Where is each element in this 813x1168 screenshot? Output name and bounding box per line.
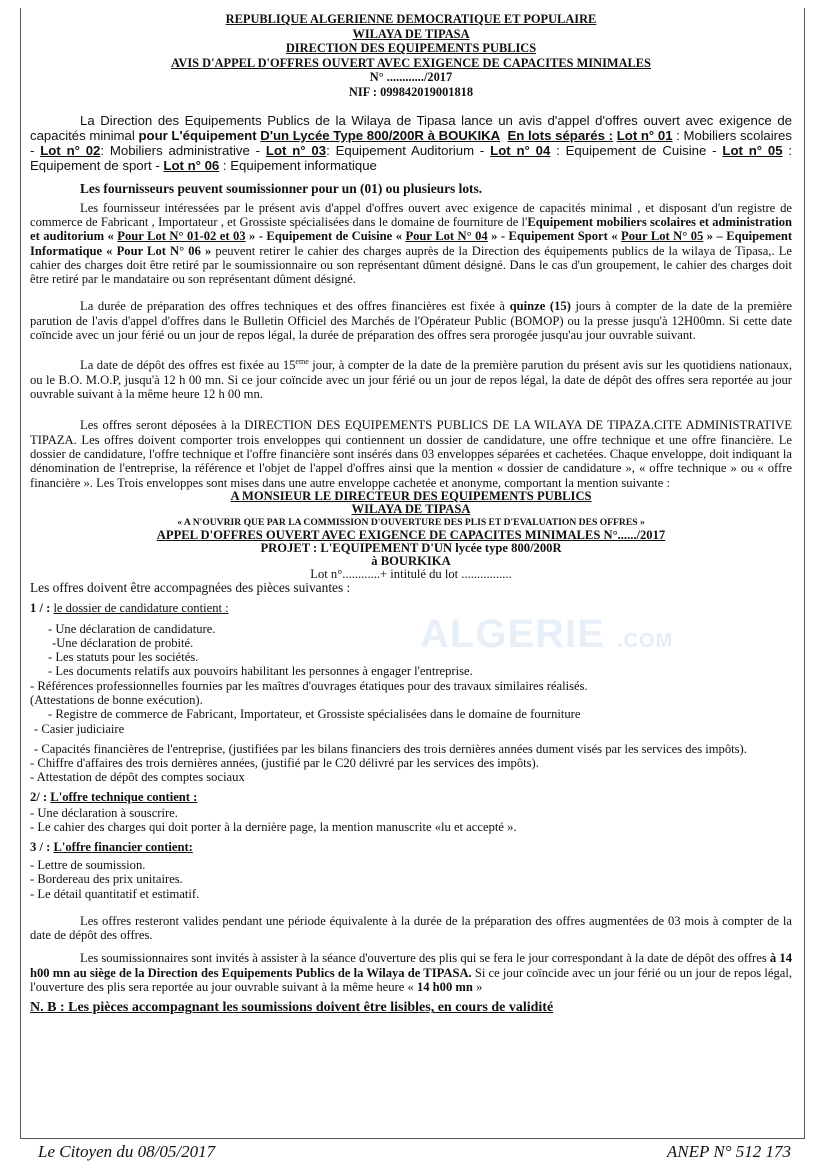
para1-e: Pour Lot N° 04: [405, 229, 488, 244]
para3-sup: eme: [295, 357, 309, 367]
header-notice-title: AVIS D'APPEL D'OFFRES OUVERT AVEC EXIGENCE DE CAPACITES MINIMALES: [171, 55, 651, 70]
paragraph-validite: Les offres resteront valides pendant une période équivalente à la durée de la préparation des offres augmentées de 03 mois à compter de la date de dépôt des offres.: [30, 913, 792, 943]
list-item: - Bordereau des prix unitaires.: [30, 872, 183, 887]
para3-b: jour, à compter de la date de la première parution du présent avis sur les quotidiens nationaux, ou le B.O. M.O.P, jusqu'à 12 h 00 mn. Si ce jour coïncide avec un jour férié ou un jour de repos légal, la date de dépôt des offres sera reportée au jour ouvrable suivant à la même heure 12 h 00 mn.: [30, 358, 793, 402]
watermark-logo: ALGERIE .COM: [420, 612, 674, 656]
paragraph-fournisseurs: [30, 201, 792, 287]
intro-paragraph: [30, 113, 792, 174]
header-direction: DIRECTION DES EQUIPEMENTS PUBLICS: [285, 41, 537, 56]
sec1-number: 1 / :: [30, 601, 54, 616]
para6-e: »: [472, 980, 483, 995]
list-item: - Chiffre d'affaires des trois dernières années, (justifié par le C20 délivré par les services des impôts).: [30, 756, 539, 771]
list-item: - Les statuts pour les sociétés.: [48, 650, 199, 665]
lot1-text: : Mobiliers scolaires -: [30, 127, 792, 158]
lot3-label: Lot n° 03: [265, 142, 327, 158]
lot1-label: Lot n° 01: [616, 127, 673, 143]
list-item: -Une déclaration de probité.: [52, 635, 194, 650]
para2-a: La durée de préparation des offres techniques et des offres financières est fixée à: [80, 299, 510, 314]
intro-text: La Direction des Equipements Publics de la Wilaya de Tipasa lance un avis d'appel d'offres ouvert avec exigence de capacités minimal: [30, 112, 792, 143]
para1-a: Les fournisseur intéressées par le présent avis d'appel d'offres ouvert avec exigence de capacités minimal , et disposant d'un registre de commerce de Fabricant , Importateur , et Grossiste spécialisées dans le domaine de fourniture de l': [30, 200, 792, 229]
address-line-6: à BOURKIKA: [371, 553, 451, 568]
list-item: - Une déclaration de candidature.: [48, 621, 216, 636]
para6-d: 14 h00 mn: [416, 980, 473, 995]
lot4-text: : Equipement de Cuisine -: [550, 142, 723, 158]
list-item: - Casier judiciaire: [34, 721, 125, 736]
sec1-list: [30, 622, 792, 785]
para1-g: Pour Lot N° 05: [621, 229, 704, 244]
para1-b: Equipement mobiliers scolaires et administration et auditorium «: [30, 214, 793, 244]
lots-label: En lots séparés :: [507, 127, 614, 143]
address-line-7: Lot n°............+ intitulé du lot ................: [310, 566, 512, 581]
sec2-title: L'offre technique contient :: [50, 789, 198, 804]
para2-b: quinze (15): [509, 299, 571, 314]
paragraph-duree-preparation: [30, 299, 792, 342]
list-item: - Le détail quantitatif et estimatif.: [30, 886, 200, 901]
footer-newspaper-date: Le Citoyen du 08/05/2017: [38, 1142, 216, 1161]
para1-h: » – Equipement Informatique « Pour Lot N° 06 »: [30, 229, 793, 258]
section-offre-financiere: [30, 840, 792, 854]
tender-notice: [30, 12, 792, 1016]
list-item: (Attestations de bonne exécution).: [30, 692, 203, 707]
para1-c: Pour Lot N° 01-02 et 03: [117, 229, 246, 244]
intro-pour: pour L'équipement: [138, 127, 261, 143]
para1-d: » - Equipement de Cuisine «: [245, 229, 406, 244]
pieces-intro: Les offres doivent être accompagnées des pièces suivantes :: [30, 579, 351, 595]
address-line-1: A MONSIEUR LE DIRECTEUR DES EQUIPEMENTS PUBLICS: [230, 488, 592, 503]
lot2-label: Lot n° 02: [40, 142, 101, 158]
list-item: - Le cahier des charges qui doit porter à la dernière page, la mention manuscrite «lu et accepté ».: [30, 820, 517, 835]
list-item: - Références professionnelles fournies par les maîtres d'ouvrages étatiques pour des travaux similaires réalisés.: [30, 678, 588, 693]
paragraph-date-depot: [30, 355, 792, 401]
envelope-address: [30, 490, 792, 581]
sec3-list: [30, 858, 792, 901]
para1-i: peuvent retirer le cahier des charges auprès de la Direction des équipements publics de la wilaya de Tipasa,. Le cahier des charges doit être retiré par le soumissionnaire ou son représentant dûment désigné. Dans le cas d'un groupement, le cahier des charges doit être retiré par le mandataire ou son représentant dûment désigné.: [30, 243, 792, 287]
lot4-label: Lot n° 04: [490, 142, 551, 158]
address-line-2: WILAYA DE TIPASA: [351, 501, 471, 516]
address-line-3: « A N'OUVRIR QUE PAR LA COMMISSION D'OUVERTURE DES PLIS ET D'EVALUATION DES OFFRES »: [177, 516, 645, 528]
sec2-list: [30, 806, 792, 835]
sec3-number: 3 / :: [30, 839, 54, 854]
lot6-label: Lot n° 06: [163, 158, 220, 174]
header-republic: REPUBLIQUE ALGERIENNE DEMOCRATIQUE ET POPULAIRE: [225, 12, 597, 26]
header-wilaya: WILAYA DE TIPASA: [352, 26, 470, 41]
sec2-number: 2/ :: [30, 789, 51, 804]
address-line-4: APPEL D'OFFRES OUVERT AVEC EXIGENCE DE CAPACITES MINIMALES N°....../2017: [156, 527, 666, 542]
lot2-text: : Mobiliers administrative -: [100, 142, 266, 158]
list-item: - Registre de commerce de Fabricant, Importateur, et Grossiste spécialisées dans le domaine de fourniture: [48, 707, 581, 722]
header-number: N° ............/2017: [369, 70, 453, 85]
paragraph-ouverture-plis: [30, 951, 792, 994]
list-item: - Les documents relatifs aux pouvoirs habilitant les personnes à engager l'entreprise.: [48, 664, 473, 679]
para6-b: à 14 h00 mn au siège de la Direction des Equipements Publics de la Wilaya de TIPASA.: [30, 951, 792, 980]
para6-a: Les soumissionnaires sont invités à assister à la séance d'ouverture des plis qui se fera le jour correspondant à la date de dépôt des offres: [80, 951, 770, 966]
paragraph-depot-offres: Les offres seront déposées à la DIRECTION DES EQUIPEMENTS PUBLICS DE LA WILAYA DE TIPAZA.CITE ADMINISTRATIVE TIPAZA. Les offres doivent comporter trois enveloppes qui contiennent un dossier de candidature, une offre technique et une offre financière. Le dossier de candidature, l'offre technique et l'offre financière sont insérés dans 03 enveloppes séparées et cachetées. Chaque enveloppe, doit indiquant la dénomination de l'entreprise, la référence et l'objet de l'appel d'offres ainsi que la mention « dossier de candidature », « offre technique » ou « offre financière ». Les Trois enveloppes sont mises dans une autre enveloppe cachetée et anonyme, comportant la mention suivante :: [30, 418, 792, 490]
subtitle-lots: Les fournisseurs peuvent soumissionner pour un (01) ou plusieurs lots.: [80, 181, 483, 197]
lot5-label: Lot n° 05: [722, 142, 783, 158]
nota-bene: N. B : Les pièces accompagnant les soumissions doivent être lisibles, en cours de validité: [30, 1000, 554, 1016]
sec1-title: le dossier de candidature contient :: [53, 601, 229, 616]
section-dossier-candidature: [30, 601, 792, 615]
list-item: - Une déclaration à souscrire.: [30, 806, 178, 821]
lot5-text: : Equipement de sport -: [30, 142, 793, 174]
address-line-5: PROJET : L'EQUIPEMENT D'UN lycée type 800/200R: [260, 540, 562, 555]
intro-project: D'un Lycée Type 800/200R à BOUKIKA: [260, 127, 501, 143]
sec3-title: L'offre financier contient:: [53, 839, 193, 854]
document-header: [30, 12, 792, 100]
footer-anep-number: ANEP N° 512 173: [666, 1142, 791, 1161]
para3-a: La date de dépôt des offres est fixée au 15: [80, 358, 296, 373]
para2-c: jours à compter de la date de la première parution de l'avis d'appel d'offres dans le Bulletin Officiel des Marchés de l'Opérateur Public (BOMOP) ou la presse jusqu'à 12H00mn. Si cette date coïncide avec un jour férié ou un jour de repos légal, la durée de préparation des offres sera prorogée jusqu'au jour ouvrable suivant.: [30, 299, 792, 343]
para6-c: Si ce jour coïncide avec un jour férié ou un jour de repos légal, l'ouverture des plis sera reportée au jour ouvrable suivant à la même heure «: [30, 965, 792, 995]
para1-f: » - Equipement Sport «: [487, 229, 622, 244]
list-item: - Capacités financières de l'entreprise, (justifiées par les bilans financiers des trois dernières années dument visés par les services des impôts).: [34, 741, 747, 756]
list-item: - Attestation de dépôt des comptes sociaux: [30, 770, 245, 785]
section-offre-technique: [30, 790, 792, 804]
lot3-text: : Equipement Auditorium -: [326, 142, 491, 158]
header-nif: NIF : 099842019001818: [348, 84, 474, 99]
list-item: - Lettre de soumission.: [30, 857, 146, 872]
lot6-text: : Equipement informatique: [219, 158, 377, 174]
